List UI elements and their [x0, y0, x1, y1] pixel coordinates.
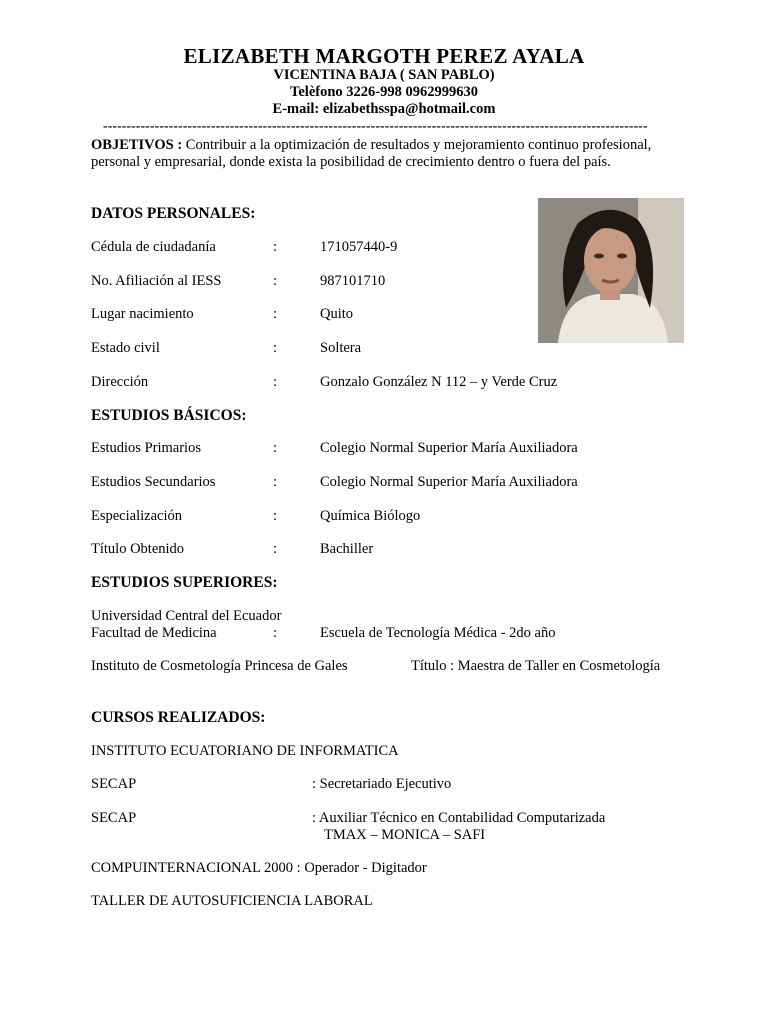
basicos-row-value: Bachiller: [320, 541, 374, 557]
profile-photo-graphic: [538, 198, 684, 343]
faculty-sep: :: [273, 625, 278, 641]
curso-item-value: : Secretariado Ejecutivo: [312, 776, 452, 792]
objetivos-text: Contribuir a la optimización de resultados y mejoramiento continuo profesional, personal y empresarial, donde exista la posibilidad de crecimiento dentro o fuera del país.: [91, 137, 652, 170]
curso-item-value: : Auxiliar Técnico en Contabilidad Computarizada: [312, 810, 606, 826]
section-title-cursos: CURSOS REALIZADOS:: [91, 709, 266, 726]
university-name: Universidad Central del Ecuador: [91, 608, 282, 624]
curso-item-label: SECAP: [91, 776, 137, 792]
basicos-row-label: Especialización: [91, 508, 182, 524]
faculty-value: Escuela de Tecnología Médica - 2do año: [320, 625, 556, 641]
datos-row-label: Dirección: [91, 374, 149, 390]
faculty-label: Facultad de Medicina: [91, 625, 217, 641]
curso-item-label: SECAP: [91, 810, 137, 826]
section-title-estudios-basicos: ESTUDIOS BÁSICOS:: [91, 407, 247, 424]
section-title-datos-personales: DATOS PERSONALES:: [91, 205, 256, 222]
header-divider: --------------------------------------------------------------------------------------------------------------------: [103, 118, 648, 133]
datos-row-label: Lugar nacimiento: [91, 306, 194, 322]
objetivos-paragraph: [91, 137, 701, 171]
datos-row-value: Gonzalo González N 112 – y Verde Cruz: [320, 374, 558, 390]
datos-row-sep: :: [273, 273, 278, 289]
institute-title: Título : Maestra de Taller en Cosmetología: [411, 658, 661, 674]
curso-item-subvalue: TMAX – MONICA – SAFI: [324, 827, 486, 843]
datos-row-value: 987101710: [320, 273, 386, 289]
header-phone: Telèfono 3226-998 0962999630: [290, 84, 478, 100]
resume-name: ELIZABETH MARGOTH PEREZ AYALA: [183, 44, 585, 68]
basicos-row-label: Estudios Primarios: [91, 440, 201, 456]
datos-row-label: No. Afiliación al IESS: [91, 273, 222, 289]
objetivos-label: OBJETIVOS :: [91, 137, 183, 153]
datos-row-label: Cédula de ciudadanía: [91, 239, 216, 255]
basicos-row-label: Estudios Secundarios: [91, 474, 216, 490]
header-address: VICENTINA BAJA ( SAN PABLO): [273, 67, 495, 83]
section-title-estudios-superiores: ESTUDIOS SUPERIORES:: [91, 574, 278, 591]
basicos-row-sep: :: [273, 440, 278, 456]
curso-item: COMPUINTERNACIONAL 2000 : Operador - Digitador: [91, 860, 427, 876]
datos-row-sep: :: [273, 340, 278, 356]
header-email: E-mail: elizabethsspa@hotmail.com: [272, 101, 496, 117]
datos-row-sep: :: [273, 374, 278, 390]
datos-row-sep: :: [273, 239, 278, 255]
basicos-row-sep: :: [273, 474, 278, 490]
datos-row-value: Quito: [320, 306, 354, 322]
curso-item: TALLER DE AUTOSUFICIENCIA LABORAL: [91, 893, 373, 909]
basicos-row-value: Colegio Normal Superior María Auxiliadora: [320, 440, 578, 456]
profile-photo: [538, 198, 684, 343]
datos-row-label: Estado civil: [91, 340, 160, 356]
basicos-row-sep: :: [273, 508, 278, 524]
curso-item: INSTITUTO ECUATORIANO DE INFORMATICA: [91, 743, 399, 759]
datos-row-value: 171057440-9: [320, 239, 398, 255]
basicos-row-value: Colegio Normal Superior María Auxiliadora: [320, 474, 578, 490]
datos-row-sep: :: [273, 306, 278, 322]
basicos-row-label: Título Obtenido: [91, 541, 185, 557]
basicos-row-value: Química Biólogo: [320, 508, 421, 524]
institute-name: Instituto de Cosmetología Princesa de Gales: [91, 658, 348, 674]
basicos-row-sep: :: [273, 541, 278, 557]
datos-row-value: Soltera: [320, 340, 362, 356]
